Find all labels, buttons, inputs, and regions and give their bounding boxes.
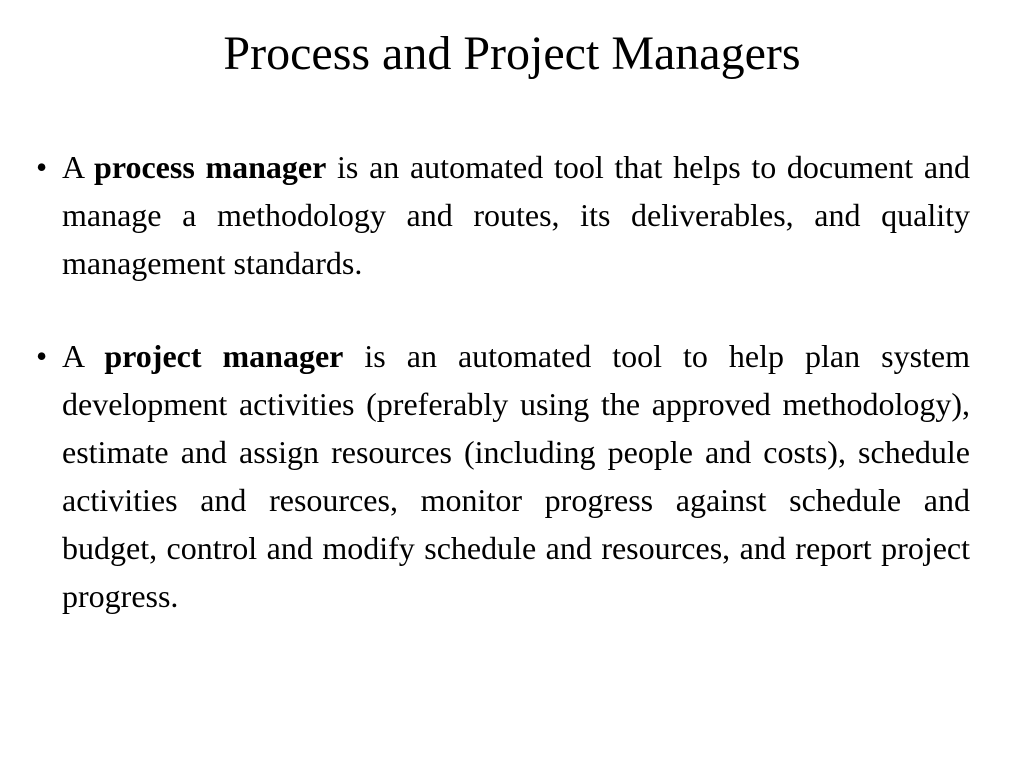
bullet-body-text: is an automated tool to help plan system development activities (preferably using the approved methodology), estimate and assign resources (including people and costs), schedule activities and resources, monitor progress against schedule and budget, control and modify schedule and resources, and report project progress. [62, 338, 971, 614]
term-project-manager: project manager [104, 338, 344, 374]
bullet-item-project-manager [36, 332, 970, 620]
term-process-manager: process manager [94, 149, 327, 185]
bullet-icon: • [36, 338, 48, 374]
slide-title: Process and Project Managers [223, 27, 801, 80]
bullet-item-process-manager [36, 143, 970, 287]
bullet-lead-text: A [62, 149, 95, 185]
bullet-list [36, 143, 970, 620]
bullet-body-text: is an automated tool that helps to document and manage a methodology and routes, its deliverables, and quality management standards. [62, 149, 971, 281]
bullet-icon: • [36, 149, 48, 185]
bullet-lead-text: A [62, 338, 105, 374]
